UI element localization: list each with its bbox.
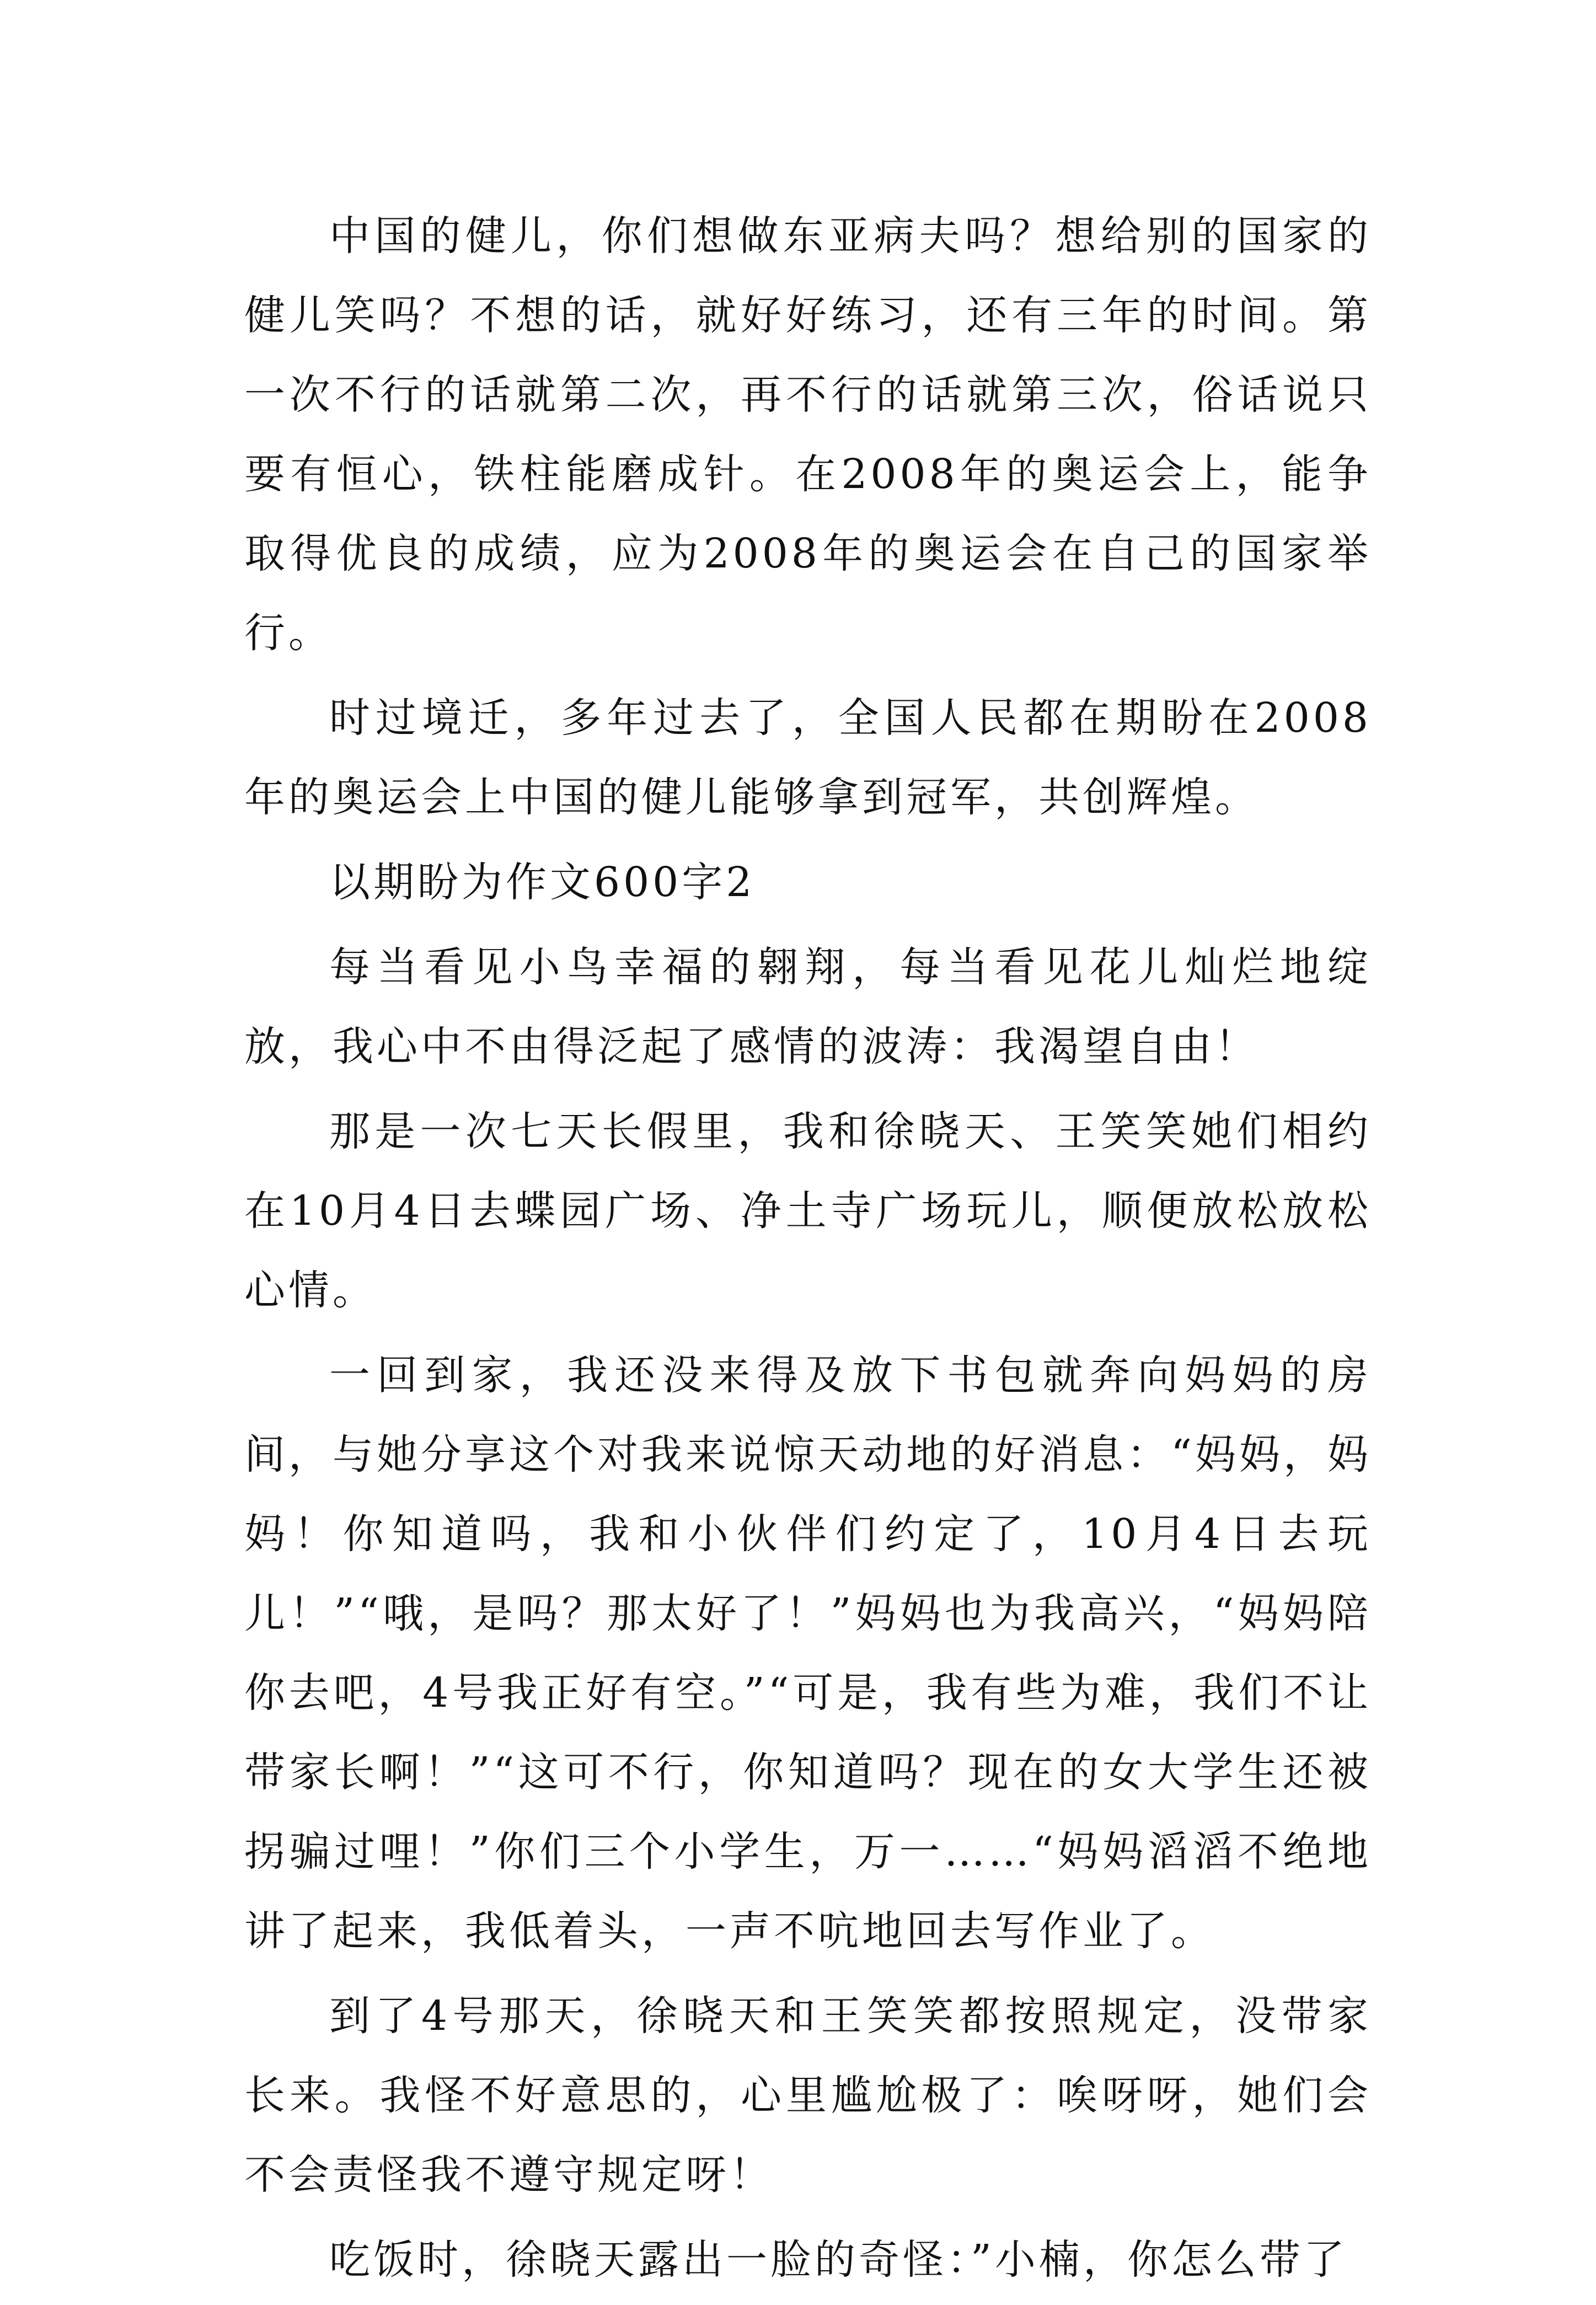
paragraph-4: 那是一次七天长假里，我和徐晓天、王笑笑她们相约在10月4日去蝶园广场、净土寺广场玩儿，顺便放松放松心情。 [244,1108,1372,1314]
document-body [244,196,1372,2305]
paragraph-1: 中国的健儿，你们想做东亚病夫吗？想给别的国家的健儿笑吗？不想的话，就好好练习，还有三年的时间。第一次不行的话就第二次，再不行的话就第三次，俗话说只要有恒心，铁柱能磨成针。在2008年的奥运会上，能争取得优良的成绩，应为2008年的奥运会在自己的国家举行。 [244,212,1372,657]
paragraph-2: 时过境迁，多年过去了，全国人民都在期盼在2008年的奥运会上中国的健儿能够拿到冠军，共创辉煌。 [244,694,1372,821]
paragraph-3: 每当看见小鸟幸福的翱翔，每当看见花儿灿烂地绽放，我心中不由得泛起了感情的波涛：我渴望自由！ [244,944,1372,1070]
paragraph-6: 到了4号那天，徐晓天和王笑笑都按照规定，没带家长来。我怪不好意思的，心里尴尬极了：唉呀呀，她们会不会责怪我不遵守规定呀！ [244,1992,1372,2199]
paragraph-7: 吃饭时，徐晓天露出一脸的奇怪：”小楠，你怎么带了 [329,2236,1348,2283]
section-heading: 以期盼为作文600字2 [329,859,756,906]
paragraph-5: 一回到家，我还没来得及放下书包就奔向妈妈的房间，与她分享这个对我来说惊天动地的好消息：“妈妈，妈妈！你知道吗，我和小伙伴们约定了，10月4日去玩儿！”“哦，是吗？那太好了！”妈妈也为我高兴，“妈妈陪你去吧，4号我正好有空。”“可是，我有些为难，我们不让带家长啊！”“这可不行，你知道吗？现在的女大学生还被拐骗过哩！”你们三个小学生，万一……“妈妈滔滔不绝地讲了起来，我低着头，一声不吭地回去写作业了。 [244,1352,1372,1955]
